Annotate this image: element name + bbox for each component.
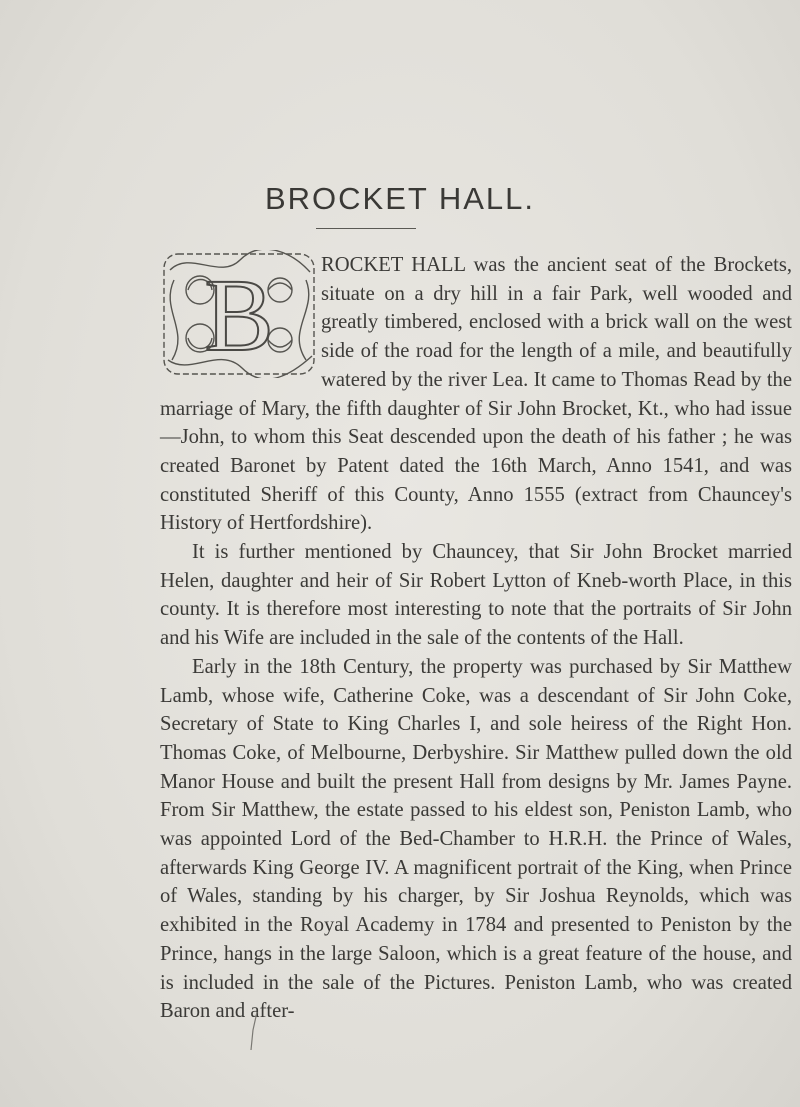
drop-cap-space: [160, 251, 321, 387]
paragraph-3: Early in the 18th Century, the property was purchased by Sir Matthew Lamb, whose wife, Catherine Coke, was a descendant of Sir John Coke, Secretary of State to King Charles I, and sole heiress of the Right Hon. Thomas Coke, of Melbourne, Derbyshire. Sir Matthew pulled down the old Manor House and built the present Hall from designs by Mr. James Payne. From Sir Matthew, the estate passed to his eldest son, Peniston Lamb, who was appointed Lord of the Bed-Chamber to H.R.H. the Prince of Wales, afterwards King George IV. A magnificent portrait of the King, when Prince of Wales, standing by his charger, by Sir Joshua Reynolds, which was exhibited in the Royal Academy in 1784 and presented to Peniston by the Prince, hangs in the large Saloon, which is a great feature of the house, and is included in the sale of the Pictures. Peniston Lamb, who was created Baron and after-: [160, 655, 792, 1023]
paragraph-1: ROCKET HALL was the ancient seat of the Brockets, situate on a dry hill in a fair Park, well wooded and greatly timbered, enclosed with a brick wall on the west side of the road for the length of a mile, and beautifully watered by the river Lea. It came to Thomas Read by the marriage of Mary, the fifth daughter of Sir John Brocket, Kt., who had issue—John, to whom this Seat descended upon the death of his father ; he was created Baronet by Patent dated the 16th March, Anno 1541, and was constituted Sheriff of this County, Anno 1555 (extract from Chauncey's History of Hertfordshire).: [160, 254, 792, 535]
article-body: [160, 251, 792, 1026]
paper-mark: [248, 1010, 260, 1052]
title-rule: [316, 228, 416, 229]
paragraph-2: It is further mentioned by Chauncey, that Sir John Brocket married Helen, daughter and heir of Sir Robert Lytton of Kneb-worth Place, in this county. It is therefore most interesting to note that the portraits of Sir John and his Wife are included in the sale of the contents of the Hall.: [160, 541, 792, 650]
page-title: BROCKET HALL.: [264, 180, 536, 216]
drop-cap-letter: B: [204, 258, 274, 373]
